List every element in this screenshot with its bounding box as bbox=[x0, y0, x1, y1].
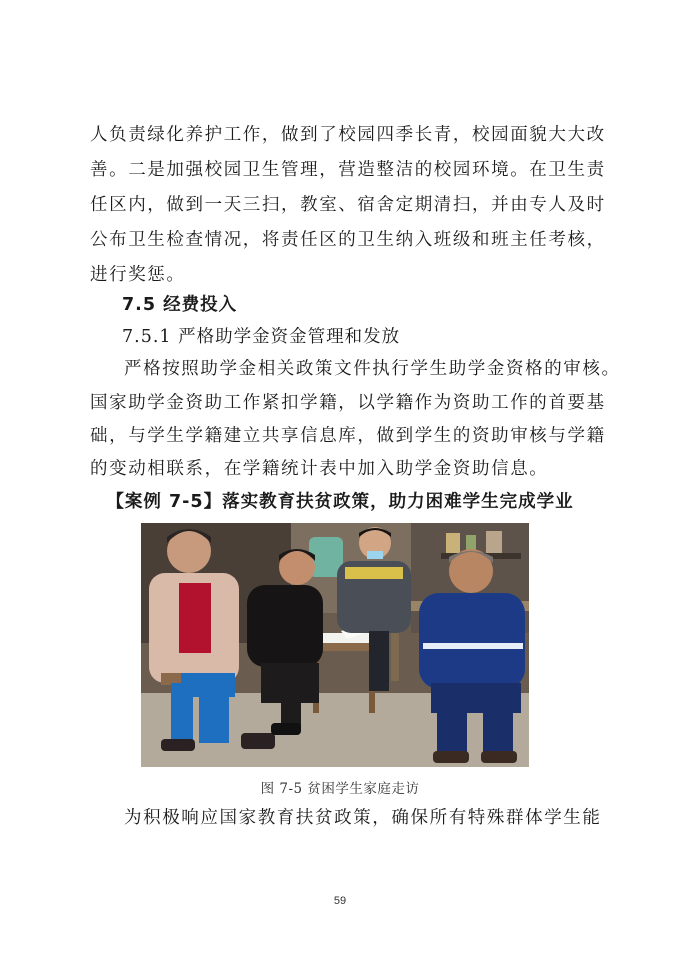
paragraph-line-2: 善。二是加强校园卫生管理，营造整洁的校园环境。在卫生责 bbox=[90, 160, 606, 180]
paragraph-line-1: 人负责绿化养护工作，做到了校园四季长青，校园面貌大大改 bbox=[90, 125, 606, 145]
body-line-2: 国家助学金资助工作紧扣学籍，以学籍作为资助工作的首要基 bbox=[90, 393, 606, 413]
paragraph-line-5: 进行奖惩。 bbox=[90, 265, 186, 285]
figure-caption: 图 7-5 贫困学生家庭走访 bbox=[260, 781, 420, 797]
home-visit-photo bbox=[141, 523, 529, 767]
subsection-heading: 7.5.1 严格助学金资金管理和发放 bbox=[122, 327, 401, 347]
body-line-3: 础，与学生学籍建立共享信息库，做到学生的资助审核与学籍 bbox=[90, 426, 606, 446]
case-title: 【案例 7-5】落实教育扶贫政策，助力困难学生完成学业 bbox=[106, 492, 574, 512]
body-line-4: 的变动相联系，在学籍统计表中加入助学金资助信息。 bbox=[90, 459, 549, 479]
paragraph-line-4: 公布卫生检查情况，将责任区的卫生纳入班级和班主任考核， bbox=[90, 230, 606, 250]
page-number: 59 bbox=[333, 895, 347, 907]
body-line-1: 严格按照助学金相关政策文件执行学生助学金资格的审核。 bbox=[124, 359, 621, 379]
paragraph-line-3: 任区内，做到一天三扫，教室、宿舍定期清扫，并由专人及时 bbox=[90, 195, 606, 215]
section-heading: 7.5 经费投入 bbox=[122, 295, 238, 315]
closing-line: 为积极响应国家教育扶贫政策，确保所有特殊群体学生能 bbox=[124, 808, 602, 828]
